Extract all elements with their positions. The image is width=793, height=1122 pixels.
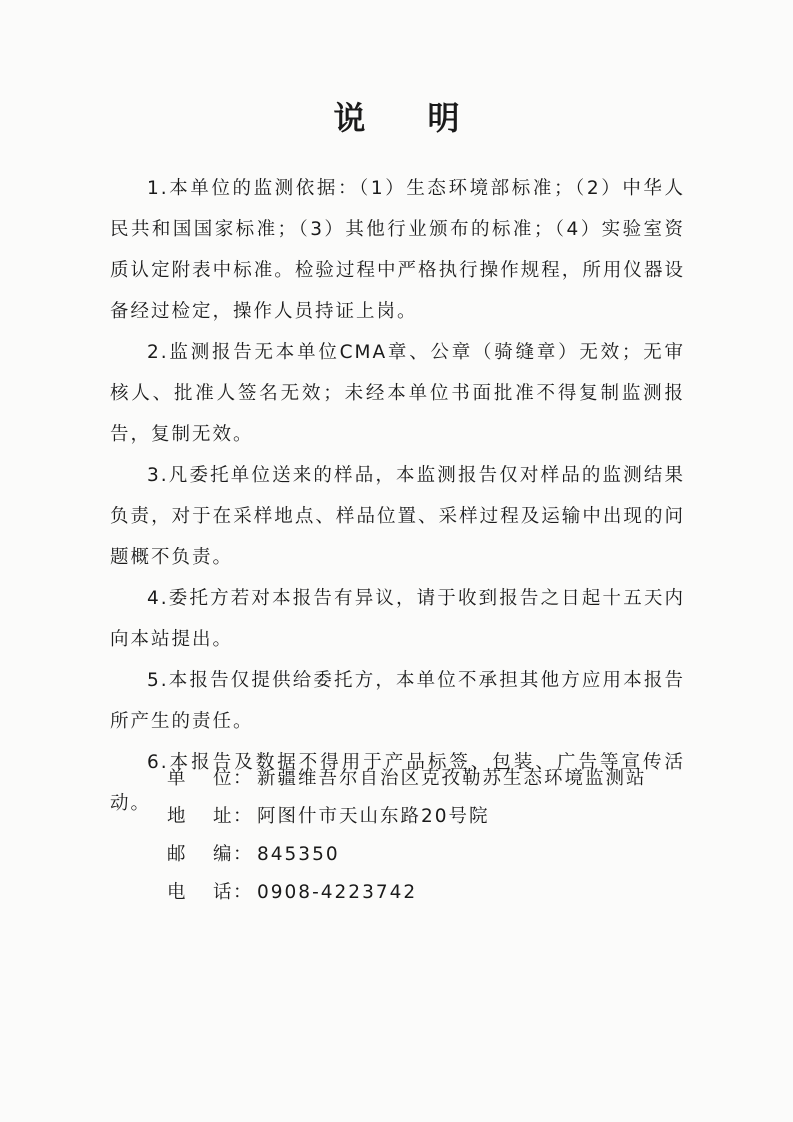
address-label-char-2: 址 <box>213 806 232 827</box>
note-paragraph-5: 5.本报告仅提供给委托方，本单位不承担其他方应用本报告所产生的责任。 <box>110 670 685 732</box>
address-label-colon: ： <box>233 806 252 827</box>
note-paragraph-2: 2.监测报告无本单位CMA章、公章（骑缝章）无效；无审核人、批准人签名无效；未经本单位书面批准不得复制监测报告，复制无效。 <box>110 342 685 445</box>
notes-body <box>110 168 685 824</box>
postcode-label-char-2: 编 <box>213 844 232 865</box>
address-label-char-1: 地 <box>167 806 186 827</box>
phone-label-colon: ： <box>233 882 252 903</box>
unit-label-char-2: 位 <box>213 768 232 789</box>
note-paragraph-1: 1.本单位的监测依据：（1）生态环境部标准；（2）中华人民共和国国家标准；（3）其他行业颁布的标准；（4）实验室资质认定附表中标准。检验过程中严格执行操作规程，所用仪器设备经过检定，操作人员持证上岗。 <box>110 178 685 322</box>
unit-value: 新疆维吾尔自治区克孜勒苏生态环境监测站 <box>257 768 647 789</box>
phone-value: 0908-4223742 <box>257 882 418 903</box>
contact-row-postcode <box>167 836 647 874</box>
unit-label <box>167 760 252 798</box>
contact-row-unit <box>167 760 647 798</box>
phone-label-char-1: 电 <box>167 882 186 903</box>
unit-label-char-1: 单 <box>167 768 186 789</box>
contact-info <box>167 760 647 912</box>
page-title: 说明 <box>333 99 522 137</box>
postcode-value: 845350 <box>257 844 340 865</box>
note-paragraph-4: 4.委托方若对本报告有异议，请于收到报告之日起十五天内向本站提出。 <box>110 588 685 650</box>
note-paragraph-6: 6.本报告及数据不得用于产品标签、包装、广告等宣传活动。 <box>110 752 685 814</box>
phone-label <box>167 874 252 912</box>
note-paragraph-3: 3.凡委托单位送来的样品，本监测报告仅对样品的监测结果负责，对于在采样地点、样品位置、采样过程及运输中出现的问题概不负责。 <box>110 465 685 568</box>
contact-row-address <box>167 798 647 836</box>
postcode-label <box>167 836 252 874</box>
address-value: 阿图什市天山东路20号院 <box>257 806 490 827</box>
contact-row-phone <box>167 874 647 912</box>
address-label <box>167 798 252 836</box>
postcode-label-char-1: 邮 <box>167 844 186 865</box>
phone-label-char-2: 话 <box>213 882 232 903</box>
unit-label-colon: ： <box>233 768 252 789</box>
postcode-label-colon: ： <box>233 844 252 865</box>
